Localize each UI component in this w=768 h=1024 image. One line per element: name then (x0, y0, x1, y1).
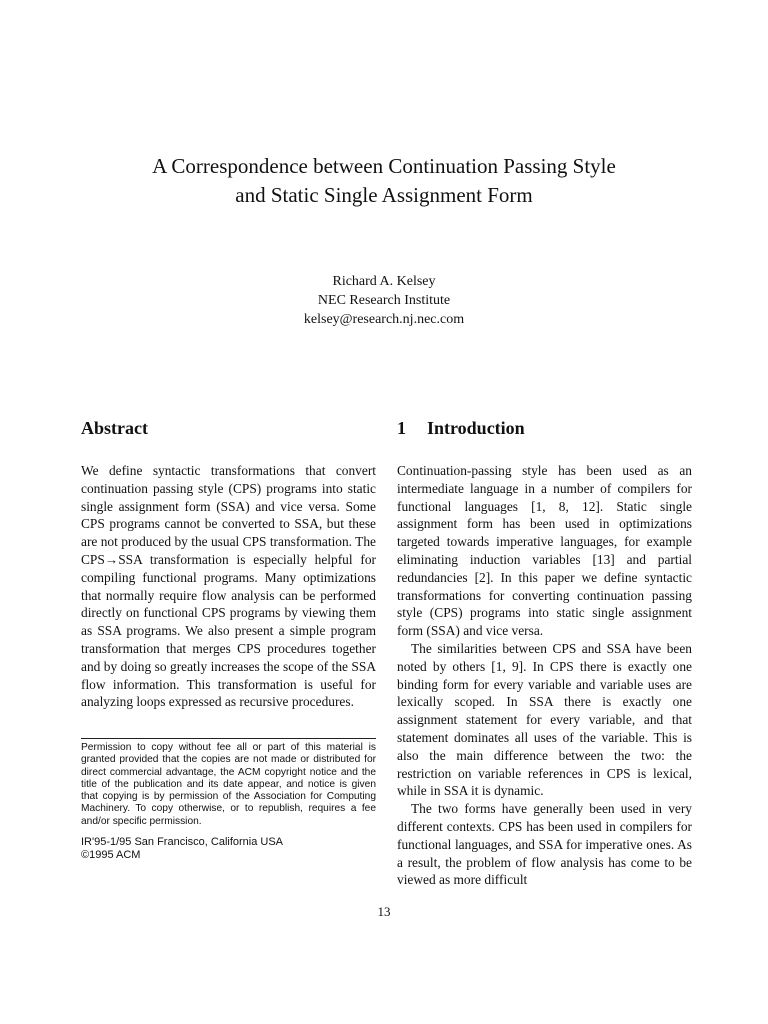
intro-paragraph-1: Continuation-passing style has been used as an intermediate language in a number of compilers for functional languages [1, 8, 12]. Static single assignment form has been used in optimizations targeted towards imperative languages, for example eliminating induction variables [13] and partial redundancies [2]. In this paper we define syntactic transformations for converting continuation passing style (CPS) programs into static single assignment form (SSA) and vice versa. (397, 463, 692, 639)
section-title: Introduction (427, 418, 525, 438)
author-email: kelsey@research.nj.nec.com (303, 312, 465, 327)
introduction-heading (397, 416, 692, 440)
left-column (81, 416, 376, 711)
section-number: 1 (397, 418, 406, 438)
copyright-line: ©1995 ACM (81, 849, 141, 861)
intro-paragraph-2: The similarities between CPS and SSA have been noted by others [1, 9]. In CPS there is exactly one binding form for every variable and variable uses are lexically scoped. In SSA there is exactly one assignment statement for every variable, and that statement dominates all uses of the variable. This is also the main difference between the two: the restriction on variable references in CPS is lexical, while in SSA it is dynamic. (397, 640, 692, 799)
abstract-heading: Abstract (81, 418, 148, 438)
page-number: 13 (377, 904, 391, 919)
footnote-rule (81, 738, 376, 739)
abstract-body (81, 462, 376, 711)
paper-title (0, 152, 768, 210)
right-column (397, 416, 692, 889)
title-line-1: A Correspondence between Continuation Passing Style (152, 154, 616, 178)
intro-paragraph-3: The two forms have generally been used in very different contexts. CPS has been used in compilers for functional languages, and SSA for imperative ones. As a result, the problem of flow analysis has come to be viewed as more difficult (397, 801, 692, 888)
venue-line: IR'95-1/95 San Francisco, California USA (81, 836, 284, 848)
introduction-body (397, 462, 692, 889)
title-line-2: and Static Single Assignment Form (235, 183, 533, 207)
author-affiliation: NEC Research Institute (317, 293, 451, 308)
author-name: Richard A. Kelsey (332, 274, 436, 289)
venue-block (81, 836, 376, 862)
author-block (0, 272, 768, 329)
abstract-text: We define syntactic transformations that convert continuation passing style (CPS) programs into static single assignment form (SSA) and vice versa. Some CPS programs cannot be converted to SSA, but these are not produced by the usual CPS transformation. The CPS→SSA transformation is especially helpful for compiling functional programs. Many optimizations that normally require flow analysis can be performed directly on functional CPS programs by viewing them as SSA programs. We also present a simple program transformation that merges CPS procedures together and by doing so greatly increases the scope of the SSA flow information. This transformation is useful for analyzing loops expressed as recursive procedures. (81, 463, 376, 710)
permission-footnote: Permission to copy without fee all or part of this material is granted provided that the copies are not made or distributed for direct commercial advantage, the ACM copyright notice and the title of the publication and its date appear, and notice is given that copying is by permission of the Association for Computing Machinery. To copy otherwise, or to republish, requires a fee and/or specific permission. (81, 742, 376, 827)
